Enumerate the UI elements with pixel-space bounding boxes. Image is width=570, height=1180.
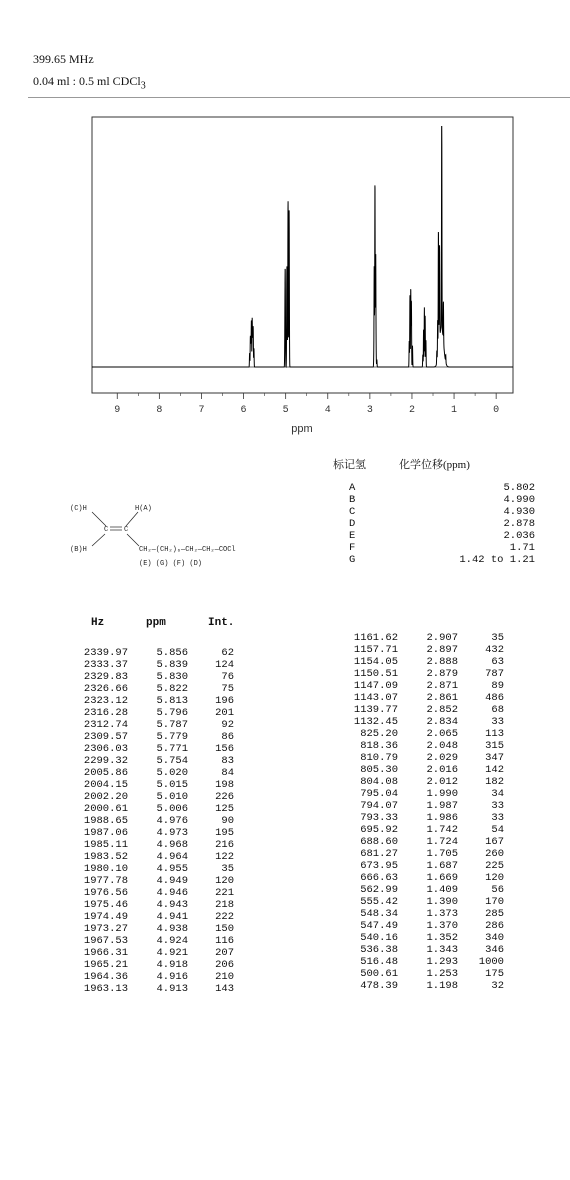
peak-int: 68 bbox=[491, 704, 504, 716]
peak-hz: 2329.83 bbox=[83, 671, 128, 683]
peak-ppm: 2.029 bbox=[426, 752, 458, 764]
struct-label-a: H(A) bbox=[135, 505, 152, 513]
peak-int: 432 bbox=[485, 644, 504, 656]
peak-int: 35 bbox=[221, 863, 234, 875]
peak-hz: 666.63 bbox=[360, 872, 398, 884]
peak-int: 206 bbox=[215, 959, 234, 971]
col-int: Int. bbox=[208, 617, 235, 629]
molecule-structure bbox=[0, 0, 330, 600]
peak-int: 143 bbox=[215, 983, 234, 995]
col-header-shift: 化学位移(ppm) bbox=[399, 459, 470, 471]
peak-row bbox=[70, 791, 234, 803]
peak-int: 76 bbox=[221, 671, 234, 683]
peak-ppm: 4.968 bbox=[156, 839, 188, 851]
peak-ppm: 4.918 bbox=[156, 959, 188, 971]
peak-int: 125 bbox=[215, 803, 234, 815]
peak-int: 196 bbox=[215, 695, 234, 707]
peak-ppm: 1.705 bbox=[426, 848, 458, 860]
struct-atom-c2: C bbox=[124, 526, 129, 534]
peak-row bbox=[70, 923, 234, 935]
bond bbox=[92, 512, 106, 526]
peak-ppm: 1.990 bbox=[426, 788, 458, 800]
shift-row bbox=[333, 482, 533, 494]
peak-hz: 2306.03 bbox=[83, 743, 128, 755]
peak-row bbox=[70, 647, 234, 659]
peak-int: 113 bbox=[485, 728, 504, 740]
peak-ppm: 4.941 bbox=[156, 911, 188, 923]
peak-ppm: 5.015 bbox=[156, 779, 188, 791]
col-ppm: ppm bbox=[146, 617, 166, 629]
peak-row bbox=[340, 752, 504, 764]
peak-hz: 1988.65 bbox=[83, 815, 128, 827]
peak-ppm: 5.839 bbox=[156, 659, 188, 671]
peak-int: 182 bbox=[485, 776, 504, 788]
peak-ppm: 4.964 bbox=[156, 851, 188, 863]
peak-hz: 2312.74 bbox=[83, 719, 128, 731]
shift-row bbox=[333, 530, 533, 542]
peak-row bbox=[70, 707, 234, 719]
peak-hz: 536.38 bbox=[360, 944, 398, 956]
peak-hz: 1963.13 bbox=[83, 983, 128, 995]
bond bbox=[127, 534, 139, 546]
peak-ppm: 1.669 bbox=[426, 872, 458, 884]
peak-row bbox=[340, 704, 504, 716]
peak-row bbox=[340, 764, 504, 776]
peak-int: 62 bbox=[221, 647, 234, 659]
shift-label: F bbox=[349, 542, 356, 554]
peak-hz: 804.08 bbox=[360, 776, 398, 788]
peak-ppm: 4.976 bbox=[156, 815, 188, 827]
shift-label: A bbox=[349, 482, 356, 494]
peak-hz: 795.04 bbox=[360, 788, 398, 800]
peak-ppm: 4.949 bbox=[156, 875, 188, 887]
peak-row bbox=[70, 959, 234, 971]
shift-value: 5.802 bbox=[503, 482, 535, 494]
peak-hz: 547.49 bbox=[360, 920, 398, 932]
peak-row bbox=[70, 863, 234, 875]
x-tick-label: 0 bbox=[493, 405, 500, 416]
peak-row bbox=[340, 884, 504, 896]
peak-ppm: 1.343 bbox=[426, 944, 458, 956]
peak-int: 218 bbox=[215, 899, 234, 911]
peak-int: 92 bbox=[221, 719, 234, 731]
peak-ppm: 2.012 bbox=[426, 776, 458, 788]
peak-int: 150 bbox=[215, 923, 234, 935]
peak-row bbox=[70, 803, 234, 815]
col-header-label: 标记氢 bbox=[333, 459, 366, 471]
peak-int: 1000 bbox=[478, 956, 504, 968]
peak-ppm: 5.020 bbox=[156, 767, 188, 779]
peak-int: 225 bbox=[485, 860, 504, 872]
peak-row bbox=[70, 875, 234, 887]
peak-hz: 555.42 bbox=[360, 896, 398, 908]
shift-value: 4.990 bbox=[503, 494, 535, 506]
peak-int: 84 bbox=[221, 767, 234, 779]
peak-ppm: 2.861 bbox=[426, 692, 458, 704]
peak-hz: 1985.11 bbox=[83, 839, 128, 851]
peak-hz: 1964.36 bbox=[83, 971, 128, 983]
peak-ppm: 1.390 bbox=[426, 896, 458, 908]
peak-int: 167 bbox=[485, 836, 504, 848]
peak-row bbox=[340, 800, 504, 812]
peak-row bbox=[70, 935, 234, 947]
sample-subscript: 3 bbox=[140, 80, 146, 92]
peak-int: 86 bbox=[221, 731, 234, 743]
peak-hz: 1987.06 bbox=[83, 827, 128, 839]
peak-ppm: 4.943 bbox=[156, 899, 188, 911]
peak-row bbox=[70, 815, 234, 827]
peak-row bbox=[340, 860, 504, 872]
peak-ppm: 4.916 bbox=[156, 971, 188, 983]
peak-int: 285 bbox=[485, 908, 504, 920]
peak-int: 35 bbox=[491, 632, 504, 644]
peak-ppm: 2.834 bbox=[426, 716, 458, 728]
peak-hz: 2002.20 bbox=[83, 791, 128, 803]
x-tick-label: 5 bbox=[282, 405, 289, 416]
peak-ppm: 5.822 bbox=[156, 683, 188, 695]
peak-ppm: 1.370 bbox=[426, 920, 458, 932]
peak-row bbox=[340, 968, 504, 980]
shift-value: 1.42 to 1.21 bbox=[459, 554, 535, 566]
peak-hz: 516.48 bbox=[360, 956, 398, 968]
peak-row bbox=[340, 872, 504, 884]
peak-int: 33 bbox=[491, 800, 504, 812]
peak-int: 75 bbox=[221, 683, 234, 695]
peak-hz: 681.27 bbox=[360, 848, 398, 860]
shift-row bbox=[333, 542, 533, 554]
peak-hz: 688.60 bbox=[360, 836, 398, 848]
peak-hz: 1983.52 bbox=[83, 851, 128, 863]
peak-row bbox=[340, 836, 504, 848]
peak-ppm: 2.888 bbox=[426, 656, 458, 668]
peak-row bbox=[340, 932, 504, 944]
peak-hz: 794.07 bbox=[360, 800, 398, 812]
peak-int: 63 bbox=[491, 656, 504, 668]
peak-row bbox=[70, 851, 234, 863]
shift-label: C bbox=[349, 506, 356, 518]
peak-hz: 500.61 bbox=[360, 968, 398, 980]
peak-int: 142 bbox=[485, 764, 504, 776]
peak-int: 346 bbox=[485, 944, 504, 956]
peak-ppm: 2.065 bbox=[426, 728, 458, 740]
peak-row bbox=[70, 887, 234, 899]
peak-hz: 818.36 bbox=[360, 740, 398, 752]
peak-ppm: 5.830 bbox=[156, 671, 188, 683]
peak-ppm: 2.907 bbox=[426, 632, 458, 644]
peak-hz: 673.95 bbox=[360, 860, 398, 872]
peak-row bbox=[70, 695, 234, 707]
peak-row bbox=[340, 680, 504, 692]
peak-ppm: 5.006 bbox=[156, 803, 188, 815]
peak-ppm: 2.879 bbox=[426, 668, 458, 680]
peak-int: 210 bbox=[215, 971, 234, 983]
peak-int: 340 bbox=[485, 932, 504, 944]
bond bbox=[92, 534, 105, 546]
peak-ppm: 1.373 bbox=[426, 908, 458, 920]
peak-ppm: 5.754 bbox=[156, 755, 188, 767]
peak-row bbox=[70, 839, 234, 851]
peak-hz: 1975.46 bbox=[83, 899, 128, 911]
peak-ppm: 1.198 bbox=[426, 980, 458, 992]
x-tick-label: 1 bbox=[451, 405, 458, 416]
peak-hz: 825.20 bbox=[360, 728, 398, 740]
peak-row bbox=[70, 755, 234, 767]
struct-atom-c1: C bbox=[104, 526, 109, 534]
spectrometer-frequency: 399.65 MHz bbox=[33, 52, 94, 66]
peak-int: 124 bbox=[215, 659, 234, 671]
peak-int: 116 bbox=[215, 935, 234, 947]
peak-ppm: 5.787 bbox=[156, 719, 188, 731]
peak-hz: 695.92 bbox=[360, 824, 398, 836]
peak-row bbox=[340, 908, 504, 920]
peak-hz: 1132.45 bbox=[353, 716, 398, 728]
peak-ppm: 2.048 bbox=[426, 740, 458, 752]
x-tick-label: 2 bbox=[408, 405, 415, 416]
peak-list-right bbox=[340, 632, 504, 992]
peak-int: 207 bbox=[215, 947, 234, 959]
peak-hz: 2339.97 bbox=[83, 647, 128, 659]
peak-ppm: 5.813 bbox=[156, 695, 188, 707]
shift-value: 1.71 bbox=[509, 542, 535, 554]
peak-ppm: 1.724 bbox=[426, 836, 458, 848]
shift-row bbox=[333, 494, 533, 506]
peak-int: 315 bbox=[485, 740, 504, 752]
peak-hz: 2316.28 bbox=[83, 707, 128, 719]
peak-hz: 2326.66 bbox=[83, 683, 128, 695]
peak-int: 222 bbox=[215, 911, 234, 923]
peak-ppm: 1.352 bbox=[426, 932, 458, 944]
peak-hz: 2005.86 bbox=[83, 767, 128, 779]
peak-ppm: 5.779 bbox=[156, 731, 188, 743]
peak-hz: 1157.71 bbox=[353, 644, 398, 656]
struct-chain: CH₂—(CH₂)₆—CH₂—CH₂—COCl bbox=[139, 546, 236, 554]
peak-row bbox=[340, 644, 504, 656]
struct-label-b: (B)H bbox=[70, 546, 87, 554]
peak-int: 34 bbox=[491, 788, 504, 800]
struct-chain-labels: (E) (G) (F) (D) bbox=[139, 560, 203, 568]
shift-value: 2.878 bbox=[503, 518, 535, 530]
sample-text: 0.04 ml : 0.5 ml CDCl bbox=[33, 74, 141, 88]
peak-row bbox=[340, 632, 504, 644]
peak-row bbox=[70, 983, 234, 995]
peak-int: 198 bbox=[215, 779, 234, 791]
x-tick-label: 8 bbox=[156, 405, 163, 416]
peak-row bbox=[70, 827, 234, 839]
shift-value: 2.036 bbox=[503, 530, 535, 542]
peak-ppm: 2.897 bbox=[426, 644, 458, 656]
peak-hz: 805.30 bbox=[360, 764, 398, 776]
peak-row bbox=[340, 956, 504, 968]
shift-label: G bbox=[349, 554, 356, 566]
peak-hz: 478.39 bbox=[360, 980, 398, 992]
peak-row bbox=[70, 947, 234, 959]
peak-int: 201 bbox=[215, 707, 234, 719]
peak-row bbox=[70, 767, 234, 779]
x-axis-title: ppm bbox=[291, 423, 313, 435]
peak-int: 32 bbox=[491, 980, 504, 992]
peak-hz: 548.34 bbox=[360, 908, 398, 920]
peak-int: 226 bbox=[215, 791, 234, 803]
peak-int: 216 bbox=[215, 839, 234, 851]
x-tick-label: 3 bbox=[366, 405, 373, 416]
peak-ppm: 4.924 bbox=[156, 935, 188, 947]
peak-int: 33 bbox=[491, 716, 504, 728]
peak-row bbox=[340, 740, 504, 752]
peak-int: 89 bbox=[491, 680, 504, 692]
peak-hz: 2333.37 bbox=[83, 659, 128, 671]
shift-label: E bbox=[349, 530, 356, 542]
peak-hz: 1139.77 bbox=[353, 704, 398, 716]
peak-hz: 1143.07 bbox=[353, 692, 398, 704]
peak-int: 286 bbox=[485, 920, 504, 932]
peak-ppm: 1.986 bbox=[426, 812, 458, 824]
peak-int: 120 bbox=[485, 872, 504, 884]
peak-row bbox=[340, 656, 504, 668]
peak-ppm: 2.852 bbox=[426, 704, 458, 716]
shift-label: D bbox=[349, 518, 356, 530]
peak-hz: 562.99 bbox=[360, 884, 398, 896]
shift-row bbox=[333, 518, 533, 530]
peak-row bbox=[70, 899, 234, 911]
peak-row bbox=[340, 812, 504, 824]
shift-row bbox=[333, 506, 533, 518]
peak-list-left bbox=[70, 647, 234, 995]
peak-hz: 1147.09 bbox=[353, 680, 398, 692]
peak-ppm: 5.010 bbox=[156, 791, 188, 803]
peak-row bbox=[340, 944, 504, 956]
peak-hz: 810.79 bbox=[360, 752, 398, 764]
struct-label-c: (C)H bbox=[70, 505, 87, 513]
shift-value: 4.930 bbox=[503, 506, 535, 518]
peak-int: 90 bbox=[221, 815, 234, 827]
peak-row bbox=[70, 683, 234, 695]
peak-row bbox=[340, 788, 504, 800]
peak-int: 195 bbox=[215, 827, 234, 839]
peak-hz: 1965.21 bbox=[83, 959, 128, 971]
peak-hz: 1980.10 bbox=[83, 863, 128, 875]
peak-row bbox=[70, 731, 234, 743]
peak-table-header bbox=[0, 617, 570, 631]
peak-ppm: 5.796 bbox=[156, 707, 188, 719]
peak-row bbox=[340, 728, 504, 740]
peak-row bbox=[70, 971, 234, 983]
peak-int: 33 bbox=[491, 812, 504, 824]
x-tick-label: 6 bbox=[240, 405, 247, 416]
peak-int: 170 bbox=[485, 896, 504, 908]
peak-row bbox=[340, 896, 504, 908]
peak-row bbox=[340, 668, 504, 680]
peak-hz: 2309.57 bbox=[83, 731, 128, 743]
peak-hz: 1973.27 bbox=[83, 923, 128, 935]
peak-row bbox=[70, 779, 234, 791]
peak-hz: 540.16 bbox=[360, 932, 398, 944]
peak-hz: 1150.51 bbox=[353, 668, 398, 680]
peak-hz: 793.33 bbox=[360, 812, 398, 824]
peak-row bbox=[70, 719, 234, 731]
peak-row bbox=[340, 692, 504, 704]
peak-hz: 2004.15 bbox=[83, 779, 128, 791]
peak-hz: 2299.32 bbox=[83, 755, 128, 767]
peak-ppm: 2.016 bbox=[426, 764, 458, 776]
peak-hz: 1154.05 bbox=[353, 656, 398, 668]
peak-int: 54 bbox=[491, 824, 504, 836]
peak-ppm: 2.871 bbox=[426, 680, 458, 692]
peak-row bbox=[70, 659, 234, 671]
peak-ppm: 1.253 bbox=[426, 968, 458, 980]
x-tick-label: 7 bbox=[198, 405, 205, 416]
peak-row bbox=[340, 920, 504, 932]
peak-ppm: 4.955 bbox=[156, 863, 188, 875]
col-hz: Hz bbox=[91, 617, 105, 629]
peak-row bbox=[70, 911, 234, 923]
peak-hz: 1976.56 bbox=[83, 887, 128, 899]
peak-int: 221 bbox=[215, 887, 234, 899]
peak-row bbox=[340, 824, 504, 836]
shift-row bbox=[333, 554, 533, 566]
peak-ppm: 4.938 bbox=[156, 923, 188, 935]
peak-int: 787 bbox=[485, 668, 504, 680]
peak-int: 347 bbox=[485, 752, 504, 764]
peak-row bbox=[70, 671, 234, 683]
x-tick-label: 9 bbox=[114, 405, 121, 416]
peak-int: 122 bbox=[215, 851, 234, 863]
peak-ppm: 4.946 bbox=[156, 887, 188, 899]
shift-label: B bbox=[349, 494, 356, 506]
peak-int: 156 bbox=[215, 743, 234, 755]
peak-hz: 2000.61 bbox=[83, 803, 128, 815]
x-tick-label: 4 bbox=[324, 405, 331, 416]
peak-ppm: 1.987 bbox=[426, 800, 458, 812]
peak-ppm: 5.771 bbox=[156, 743, 188, 755]
peak-hz: 1966.31 bbox=[83, 947, 128, 959]
peak-ppm: 1.409 bbox=[426, 884, 458, 896]
peak-row bbox=[340, 716, 504, 728]
peak-row bbox=[340, 980, 504, 992]
peak-int: 260 bbox=[485, 848, 504, 860]
peak-int: 486 bbox=[485, 692, 504, 704]
peak-hz: 1974.49 bbox=[83, 911, 128, 923]
peak-hz: 1161.62 bbox=[353, 632, 398, 644]
peak-ppm: 5.856 bbox=[156, 647, 188, 659]
peak-ppm: 4.921 bbox=[156, 947, 188, 959]
peak-int: 83 bbox=[221, 755, 234, 767]
peak-ppm: 1.293 bbox=[426, 956, 458, 968]
peak-row bbox=[340, 848, 504, 860]
peak-hz: 2323.12 bbox=[83, 695, 128, 707]
peak-row bbox=[340, 776, 504, 788]
peak-int: 120 bbox=[215, 875, 234, 887]
peak-row bbox=[70, 743, 234, 755]
peak-ppm: 4.973 bbox=[156, 827, 188, 839]
peak-ppm: 4.913 bbox=[156, 983, 188, 995]
peak-hz: 1977.78 bbox=[83, 875, 128, 887]
peak-int: 175 bbox=[485, 968, 504, 980]
peak-hz: 1967.53 bbox=[83, 935, 128, 947]
peak-int: 56 bbox=[491, 884, 504, 896]
peak-ppm: 1.687 bbox=[426, 860, 458, 872]
bond bbox=[126, 512, 138, 526]
peak-ppm: 1.742 bbox=[426, 824, 458, 836]
